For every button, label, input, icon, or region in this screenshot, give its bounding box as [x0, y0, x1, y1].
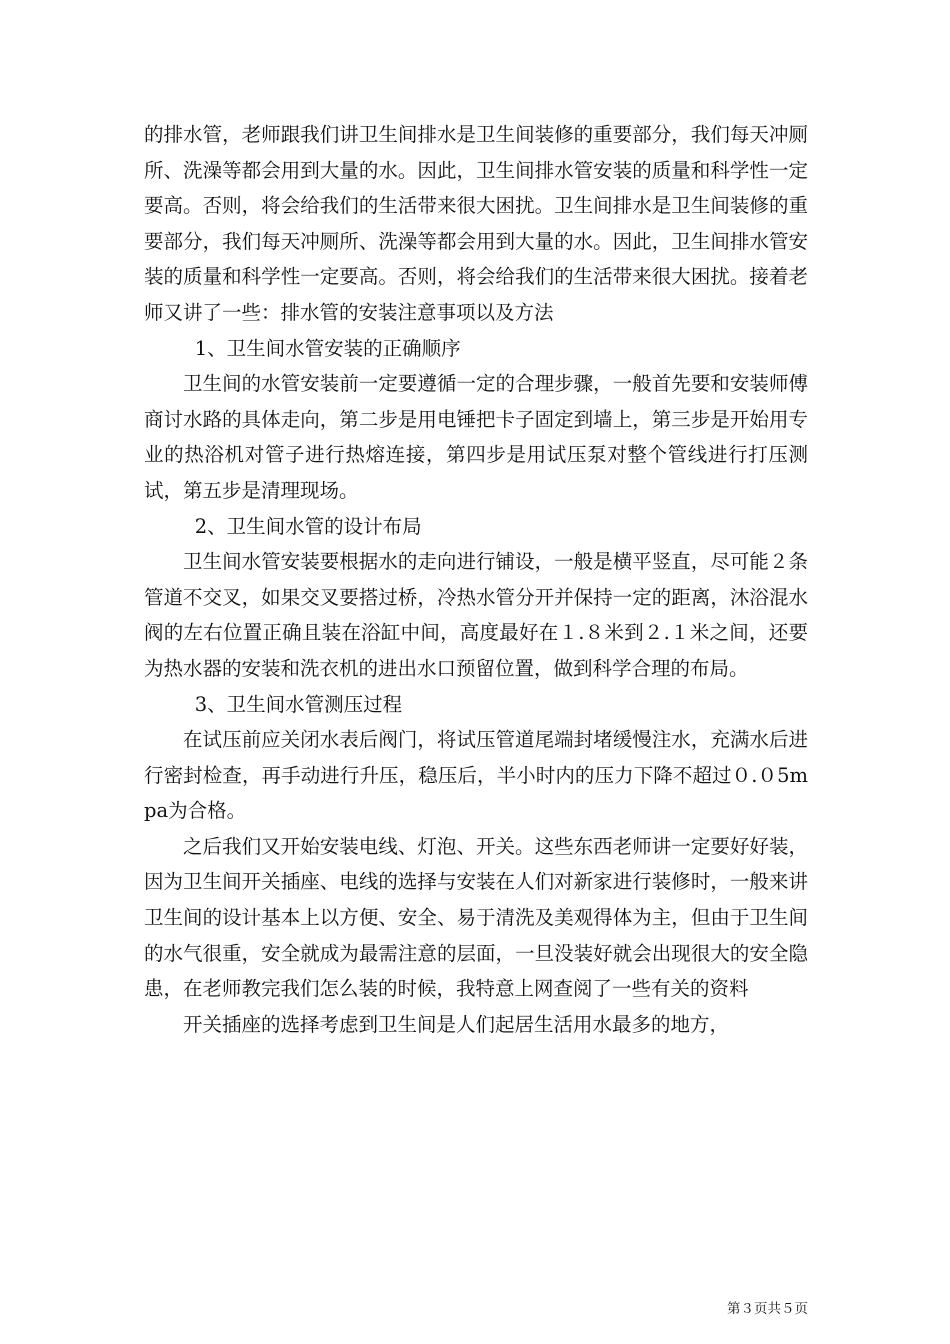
section-heading-3: 3、卫生间水管测压过程: [194, 692, 403, 716]
section-heading-1: 1、卫生间水管安装的正确顺序: [194, 336, 461, 360]
document-body: [144, 117, 808, 1042]
paragraph-electrical: 之后我们又开始安装电线、灯泡、开关。这些东西老师讲一定要好好装，因为卫生间开关插座、电线的选择与安装在人们对新家进行装修时，一般来讲卫生间的设计基本上以方便、安全、易于清洗及美观得体为主，但由于卫生间的水气很重，安全就成为最需注意的层面，一旦没装好就会出现很大的安全隐患，在老师教完我们怎么装的时候，我特意上网查阅了一些有关的资料: [144, 834, 808, 1001]
paragraph-installation-order: 卫生间的水管安装前一定要遵循一定的合理步骤，一般首先要和安装师傅商讨水路的具体走向，第二步是用电锤把卡子固定到墙上，第三步是开始用专业的热浴机对管子进行热熔连接，第四步是用试压泵对整个管线进行打压测试，第五步是清理现场。: [144, 372, 808, 502]
paragraph-layout-design: 卫生间水管安装要根据水的走向进行铺设，一般是横平竖直，尽可能２条管道不交叉，如果交叉要搭过桥，冷热水管分开并保持一定的距离，沐浴混水阀的左右位置正确且装在浴缸中间，高度最好在１.８米到２.１米之间，还要为热水器的安装和洗衣机的进出水口预留位置，做到科学合理的布局。: [144, 550, 808, 680]
paragraph-pressure-test: 在试压前应关闭水表后阀门，将试压管道尾端封堵缓慢注水，充满水后进行密封检查，再手动进行升压，稳压后，半小时内的压力下降不超过０.０5mpa为合格。: [144, 728, 808, 823]
section-heading-2: 2、卫生间水管的设计布局: [194, 514, 422, 538]
paragraph-switch-socket: 开关插座的选择考虑到卫生间是人们起居生活用水最多的地方，: [183, 1012, 730, 1036]
page-number-footer: 第３页共５页: [727, 1301, 808, 1317]
paragraph-intro: 的排水管，老师跟我们讲卫生间排水是卫生间装修的重要部分，我们每天冲厕所、洗澡等都会用到大量的水。因此，卫生间排水管安装的质量和科学性一定要高。否则，将会给我们的生活带来很大困扰。卫生间排水是卫生间装修的重要部分，我们每天冲厕所、洗澡等都会用到大量的水。因此，卫生间排水管安装的质量和科学性一定要高。否则，将会给我们的生活带来很大困扰。接着老师又讲了一些：排水管的安装注意事项以及方法: [144, 123, 808, 324]
